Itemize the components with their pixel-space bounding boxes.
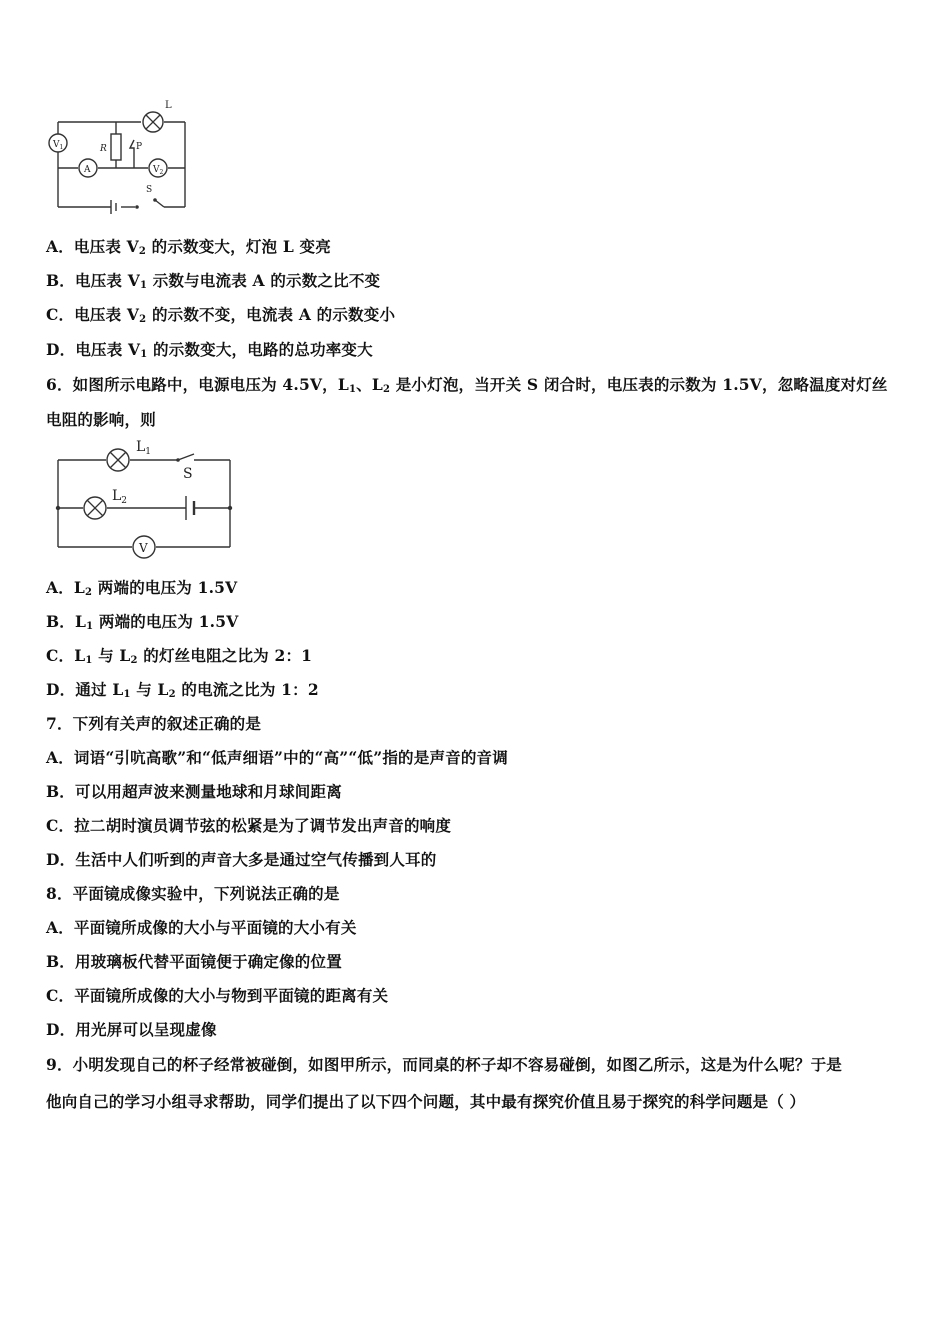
label-l2: L [112, 488, 122, 504]
q5-circuit-diagram [44, 96, 194, 216]
label-v1: V [53, 140, 60, 150]
label-l: L [165, 100, 172, 111]
q7-option-b: B．可以用超声波来测量地球和月球间距离 [46, 782, 342, 801]
lamp-l-icon [143, 112, 163, 132]
q8-option-c: C．平面镜所成像的大小与物到平面镜的距离有关 [46, 986, 389, 1005]
q5-option-a: A．电压表 $V_2$ 的示数变大，灯泡 L 变亮 [46, 237, 331, 257]
label-l1: L [136, 439, 146, 455]
label-s: S [146, 185, 153, 195]
svg-text:V2: $V_2$ [153, 165, 164, 176]
q9-stem-line1: 9．小明发现自己的杯子经常被碰倒，如图甲所示，而同桌的杯子却不容易碰倒，如图乙所示，这是为什么呢？于是 [46, 1055, 842, 1074]
label-v: V [139, 541, 148, 555]
label-r: R [100, 144, 107, 154]
q5-option-d: D．电压表 $V_1$ 的示数变大，电路的总功率变大 [46, 340, 373, 360]
lamp-l1-icon [107, 449, 129, 471]
label-s: S [183, 466, 193, 482]
svg-text:L1: $L_1$ [136, 439, 152, 457]
q7-option-a: A．词语“引吭高歌”和“低声细语”中的“高”“低”指的是声音的音调 [46, 748, 508, 767]
svg-text:L2: $L_2$ [112, 488, 128, 506]
q6-option-d: D．通过 $L_1$ 与 $L_2$ 的电流之比为 1：2 [46, 680, 319, 700]
label-v2: V [153, 165, 160, 175]
q7-option-d: D．生活中人们听到的声音大多是通过空气传播到人耳的 [46, 850, 437, 869]
q6-circuit-diagram [50, 434, 240, 560]
q5-option-c: C．电压表 $V_2$ 的示数不变，电流表 A 的示数变小 [46, 305, 396, 325]
q9-stem-line2: 他向自己的学习小组寻求帮助，同学们提出了以下四个问题，其中最有探究价值且易于探究的科学问题是（ ） [46, 1092, 806, 1111]
q6-option-b: B．$L_1$ 两端的电压为 1.5V [46, 612, 239, 632]
q7-option-c: C．拉二胡时演员调节弦的松紧是为了调节发出声音的响度 [46, 816, 452, 835]
label-a: A [84, 165, 91, 175]
q6-option-a: A．$L_2$ 两端的电压为 1.5V [46, 578, 238, 598]
q6-option-c: C．$L_1$ 与 $L_2$ 的灯丝电阻之比为 2：1 [46, 646, 313, 666]
q8-option-d: D．用光屏可以呈现虚像 [46, 1020, 217, 1039]
q6-stem-line1: 6．如图所示电路中，电源电压为 4.5V，$L_1$、$L_2$ 是小灯泡，当开关 S 闭合时，电压表的示数为 1.5V，忽略温度对灯丝 [46, 375, 888, 395]
q8-option-a: A．平面镜所成像的大小与平面镜的大小有关 [46, 918, 357, 937]
q8-option-b: B．用玻璃板代替平面镜便于确定像的位置 [46, 952, 342, 971]
q5-option-b: B．电压表 $V_1$ 示数与电流表 A 的示数之比不变 [46, 271, 381, 291]
q6-stem-line2: 电阻的影响，则 [46, 410, 156, 429]
q7-stem: 7．下列有关声的叙述正确的是 [46, 714, 262, 733]
lamp-l2-icon [84, 497, 106, 519]
q8-stem: 8．平面镜成像实验中，下列说法正确的是 [46, 884, 340, 903]
label-p: P [136, 142, 143, 152]
svg-text:V1: $V_1$ [53, 140, 64, 151]
